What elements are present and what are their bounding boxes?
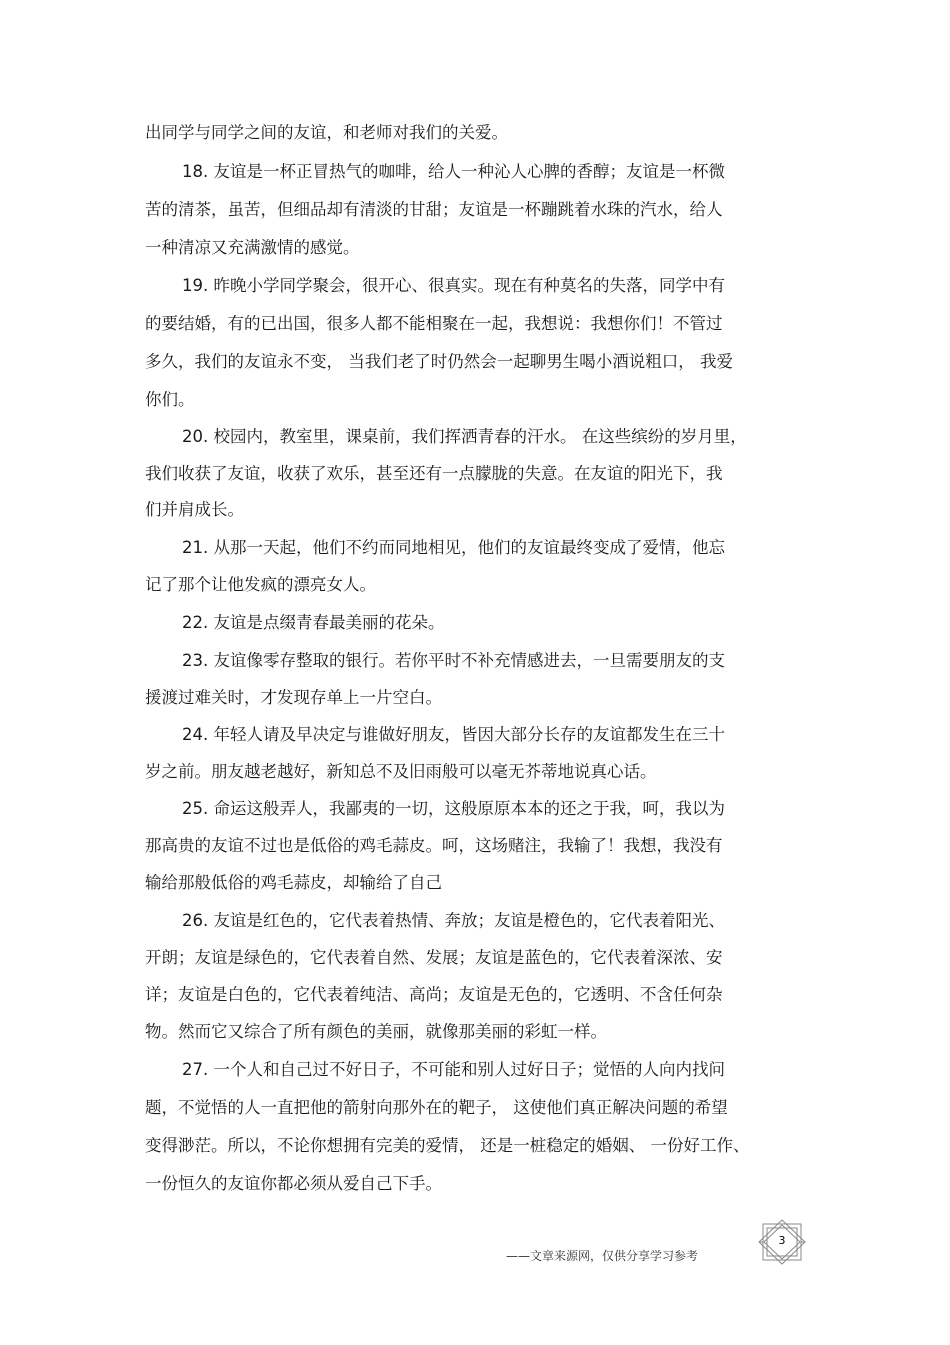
text-line: 22. 友谊是点缀青春最美丽的花朵。 xyxy=(182,613,445,632)
text-line: 23. 友谊像零存整取的银行。若你平时不补充情感进去，一旦需要朋友的支 xyxy=(182,651,725,670)
text-line: 的要结婚，有的已出国，很多人都不能相聚在一起，我想说：我想你们！不管过 xyxy=(145,314,723,333)
text-line: 变得渺茫。所以，不论你想拥有完美的爱情， 还是一桩稳定的婚姻、 一份好工作、 xyxy=(145,1136,750,1155)
text-line: 题，不觉悟的人一直把他的箭射向那外在的靶子， 这使他们真正解决问题的希望 xyxy=(145,1098,728,1117)
text-line: 27. 一个人和自己过不好日子，不可能和别人过好日子；觉悟的人向内找问 xyxy=(182,1060,725,1079)
text-line: 24. 年轻人请及早决定与谁做好朋友，皆因大部分长存的友谊都发生在三十 xyxy=(182,725,725,744)
text-line: 我们收获了友谊，收获了欢乐，甚至还有一点朦胧的失意。在友谊的阳光下，我 xyxy=(145,464,723,483)
text-line: 多久，我们的友谊永不变， 当我们老了时仍然会一起聊男生喝小酒说粗口， 我爱 xyxy=(145,352,733,371)
text-line: 们并肩成长。 xyxy=(145,500,244,519)
text-line: 开朗；友谊是绿色的，它代表着自然、发展；友谊是蓝色的，它代表着深浓、安 xyxy=(145,948,723,967)
text-line: 岁之前。朋友越老越好，新知总不及旧雨般可以毫无芥蒂地说真心话。 xyxy=(145,762,657,781)
text-line: 你们。 xyxy=(145,390,195,409)
text-line: 19. 昨晚小学同学聚会，很开心、很真实。现在有种莫名的失落，同学中有 xyxy=(182,276,725,295)
text-line: 输给那般低俗的鸡毛蒜皮，却输给了自己 xyxy=(145,873,442,892)
text-line: 一种清凉又充满激情的感觉。 xyxy=(145,238,360,257)
text-line: 出同学与同学之间的友谊，和老师对我们的关爱。 xyxy=(145,123,508,142)
text-line: 详；友谊是白色的，它代表着纯洁、高尚；友谊是无色的，它透明、不含任何杂 xyxy=(145,985,723,1004)
text-line: 25. 命运这般弄人，我鄙夷的一切，这般原原本本的还之于我，呵，我以为 xyxy=(182,799,725,818)
text-line: 物。然而它又综合了所有颜色的美丽，就像那美丽的彩虹一样。 xyxy=(145,1022,607,1041)
footer-source-note: ——文章来源网，仅供分享学习参考 xyxy=(506,1249,699,1263)
text-line: 一份恒久的友谊你都必须从爱自己下手。 xyxy=(145,1174,442,1193)
text-line: 21. 从那一天起，他们不约而同地相见，他们的友谊最终变成了爱情，他忘 xyxy=(182,538,725,557)
text-line: 那高贵的友谊不过也是低俗的鸡毛蒜皮。呵，这场赌注，我输了！我想，我没有 xyxy=(145,836,723,855)
text-line: 记了那个让他发疯的漂亮女人。 xyxy=(145,575,376,594)
page-number-badge xyxy=(757,1219,807,1265)
text-line: 援渡过难关时，才发现存单上一片空白。 xyxy=(145,688,442,707)
text-line: 苦的清茶，虽苦，但细品却有清淡的甘甜；友谊是一杯蹦跳着水珠的汽水，给人 xyxy=(145,200,723,219)
page-number: 3 xyxy=(778,1234,786,1247)
text-line: 26. 友谊是红色的，它代表着热情、奔放；友谊是橙色的，它代表着阳光、 xyxy=(182,911,725,930)
text-line: 18. 友谊是一杯正冒热气的咖啡，给人一种沁人心脾的香醇；友谊是一杯微 xyxy=(182,162,725,181)
text-line: 20. 校园内，教室里，课桌前，我们挥洒青春的汗水。 在这些缤纷的岁月里， xyxy=(182,427,747,446)
